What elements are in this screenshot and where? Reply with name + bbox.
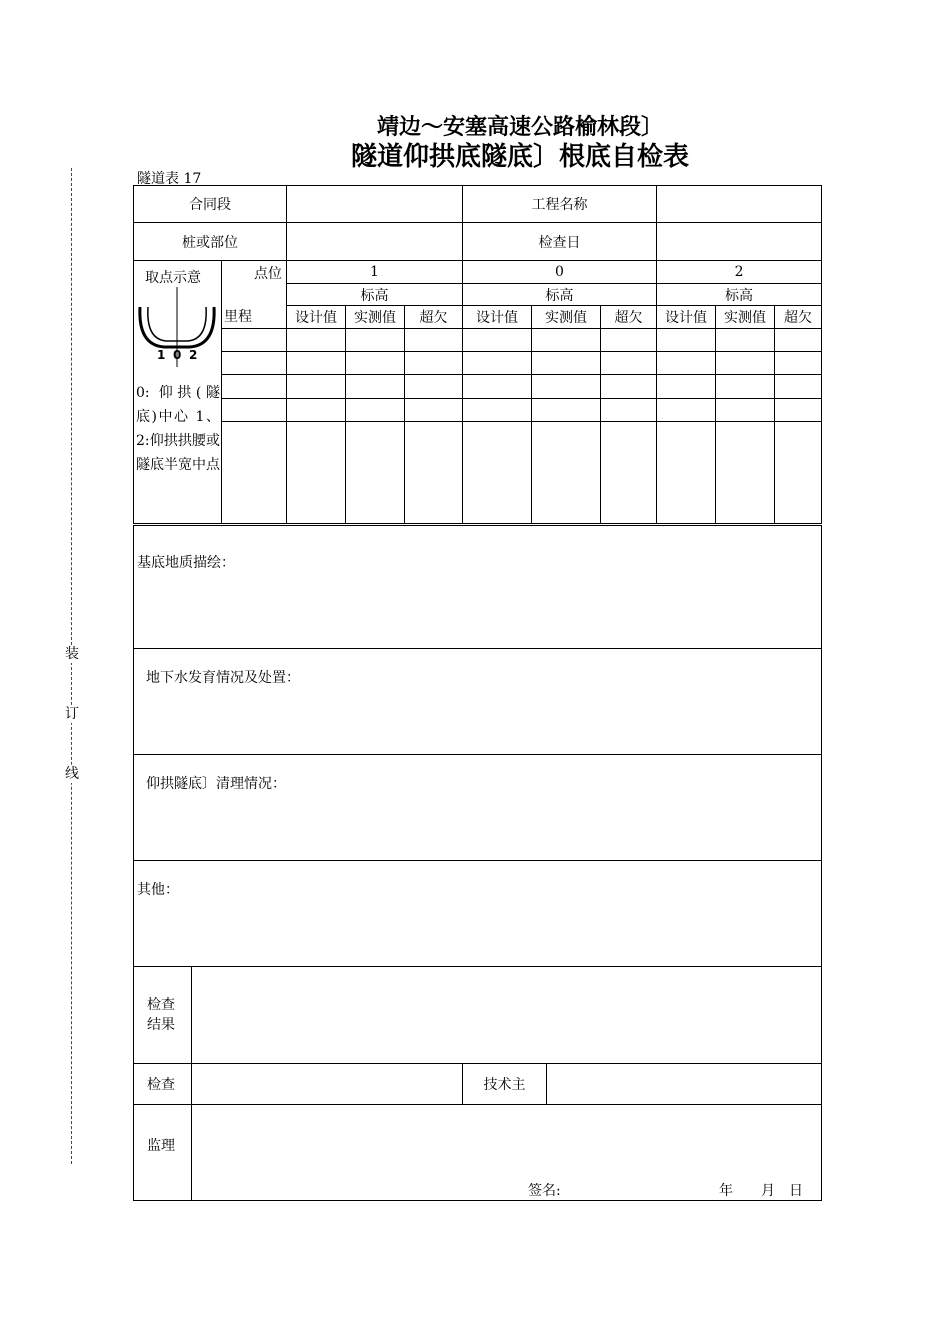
title-line-1: 靖边～安塞高速公路榆林段〕	[376, 115, 663, 140]
col-measured-2: 实测值	[716, 306, 775, 329]
data-cell[interactable]	[657, 375, 716, 399]
data-cell[interactable]	[716, 329, 775, 352]
data-cell[interactable]	[463, 422, 532, 524]
point-header-2: 2	[657, 261, 822, 284]
elevation-header-2: 标高	[657, 284, 822, 306]
data-cell[interactable]	[405, 399, 463, 422]
diagram-point-1: 1	[157, 348, 166, 362]
elevation-header-0: 标高	[463, 284, 657, 306]
data-cell[interactable]	[601, 375, 657, 399]
table-row	[134, 399, 822, 422]
data-cell[interactable]	[601, 352, 657, 375]
data-cell[interactable]	[775, 375, 822, 399]
data-cell[interactable]	[405, 375, 463, 399]
col-diff-1: 超欠	[405, 306, 463, 329]
station-label: 桩或部位	[134, 223, 287, 261]
supervisor-label: 监理	[134, 1105, 192, 1201]
result-label-cell	[134, 967, 192, 1064]
data-cell[interactable]	[405, 422, 463, 524]
table-row	[134, 375, 822, 399]
inspector-label: 检查	[134, 1064, 192, 1105]
date-label: 检查日	[463, 223, 657, 261]
binding-char-3: 线	[65, 766, 79, 782]
data-cell[interactable]	[287, 375, 346, 399]
data-cell[interactable]	[346, 329, 405, 352]
data-cell[interactable]	[775, 352, 822, 375]
other-label: 其他：	[137, 882, 179, 898]
result-label: 检查结果	[147, 997, 175, 1033]
point-label: 点位	[254, 266, 282, 282]
col-design-2: 设计值	[657, 306, 716, 329]
diagram-point-0: 0	[173, 348, 182, 362]
title-line-2: 隧道仰拱底隧底〕根底自检表	[350, 142, 689, 172]
data-cell[interactable]	[716, 399, 775, 422]
groundwater-section[interactable]	[134, 649, 822, 755]
data-cell[interactable]	[775, 399, 822, 422]
table-row	[134, 329, 822, 352]
date-value[interactable]	[657, 223, 822, 261]
col-measured-0: 实测值	[532, 306, 601, 329]
binding-char-1: 装	[65, 646, 79, 662]
table-row	[134, 422, 822, 524]
data-cell[interactable]	[532, 422, 601, 524]
inspector-value[interactable]	[192, 1064, 463, 1105]
data-cell[interactable]	[716, 422, 775, 524]
data-cell[interactable]	[346, 375, 405, 399]
station-value[interactable]	[287, 223, 463, 261]
col-measured-1: 实测值	[346, 306, 405, 329]
diagram-cell	[134, 261, 222, 524]
data-cell[interactable]	[346, 399, 405, 422]
tech-label: 技术主	[463, 1064, 547, 1105]
data-cell[interactable]	[601, 329, 657, 352]
data-cell[interactable]	[222, 352, 287, 375]
project-value[interactable]	[657, 186, 822, 223]
data-cell[interactable]	[287, 352, 346, 375]
data-cell[interactable]	[657, 329, 716, 352]
binding-char-2: 订	[65, 706, 79, 722]
mileage-label: 里程	[224, 309, 252, 325]
col-diff-0: 超欠	[601, 306, 657, 329]
data-cell[interactable]	[222, 422, 287, 524]
geology-label: 基底地质描绘：	[137, 555, 235, 571]
data-cell[interactable]	[463, 329, 532, 352]
elevation-header-1: 标高	[287, 284, 463, 306]
cleanup-section[interactable]	[134, 755, 822, 861]
col-design-0: 设计值	[463, 306, 532, 329]
point-mileage-header	[222, 261, 287, 329]
data-cell[interactable]	[463, 375, 532, 399]
contract-label: 合同段	[134, 186, 287, 223]
binding-line	[71, 168, 72, 1164]
data-cell[interactable]	[532, 399, 601, 422]
table-row	[134, 352, 822, 375]
groundwater-label: 地下水发育情况及处置：	[146, 670, 300, 686]
remarks-table	[133, 525, 822, 1201]
geology-section[interactable]	[134, 526, 822, 649]
data-cell[interactable]	[716, 352, 775, 375]
supervisor-value[interactable]	[192, 1105, 822, 1201]
data-cell[interactable]	[287, 422, 346, 524]
diagram-legend: 0: 仰拱(隧底)中心 1、2:仰拱拱腰或隧底半宽中点	[136, 385, 220, 473]
data-cell[interactable]	[657, 422, 716, 524]
data-cell[interactable]	[346, 352, 405, 375]
project-label: 工程名称	[463, 186, 657, 223]
sign-label: 签名:	[528, 1183, 561, 1199]
data-cell[interactable]	[463, 352, 532, 375]
tech-value[interactable]	[547, 1064, 822, 1105]
contract-value[interactable]	[287, 186, 463, 223]
data-cell[interactable]	[775, 329, 822, 352]
data-cell[interactable]	[287, 329, 346, 352]
data-cell[interactable]	[657, 352, 716, 375]
data-cell[interactable]	[601, 399, 657, 422]
data-cell[interactable]	[346, 422, 405, 524]
point-header-0: 0	[463, 261, 657, 284]
result-value[interactable]	[192, 967, 822, 1064]
data-cell[interactable]	[222, 375, 287, 399]
col-design-1: 设计值	[287, 306, 346, 329]
data-cell[interactable]	[222, 399, 287, 422]
cleanup-label: 仰拱隧底〕清理情况：	[146, 776, 286, 792]
data-cell[interactable]	[532, 375, 601, 399]
sign-date: 年 月 日	[719, 1183, 803, 1199]
data-cell[interactable]	[405, 329, 463, 352]
data-cell[interactable]	[657, 399, 716, 422]
form-number: 隧道表 17	[137, 171, 202, 187]
diagram-point-2: 2	[189, 348, 198, 362]
data-cell[interactable]	[287, 399, 346, 422]
diagram-title: 取点示意	[145, 270, 201, 286]
point-header-1: 1	[287, 261, 463, 284]
data-cell[interactable]	[463, 399, 532, 422]
data-cell[interactable]	[405, 352, 463, 375]
data-cell[interactable]	[601, 422, 657, 524]
col-diff-2: 超欠	[775, 306, 822, 329]
data-cell[interactable]	[532, 329, 601, 352]
data-cell[interactable]	[775, 422, 822, 524]
data-cell[interactable]	[716, 375, 775, 399]
other-section[interactable]	[134, 861, 822, 967]
data-cell[interactable]	[532, 352, 601, 375]
inspection-table	[133, 185, 822, 524]
data-cell[interactable]	[222, 329, 287, 352]
arch-diagram-icon	[134, 287, 220, 371]
